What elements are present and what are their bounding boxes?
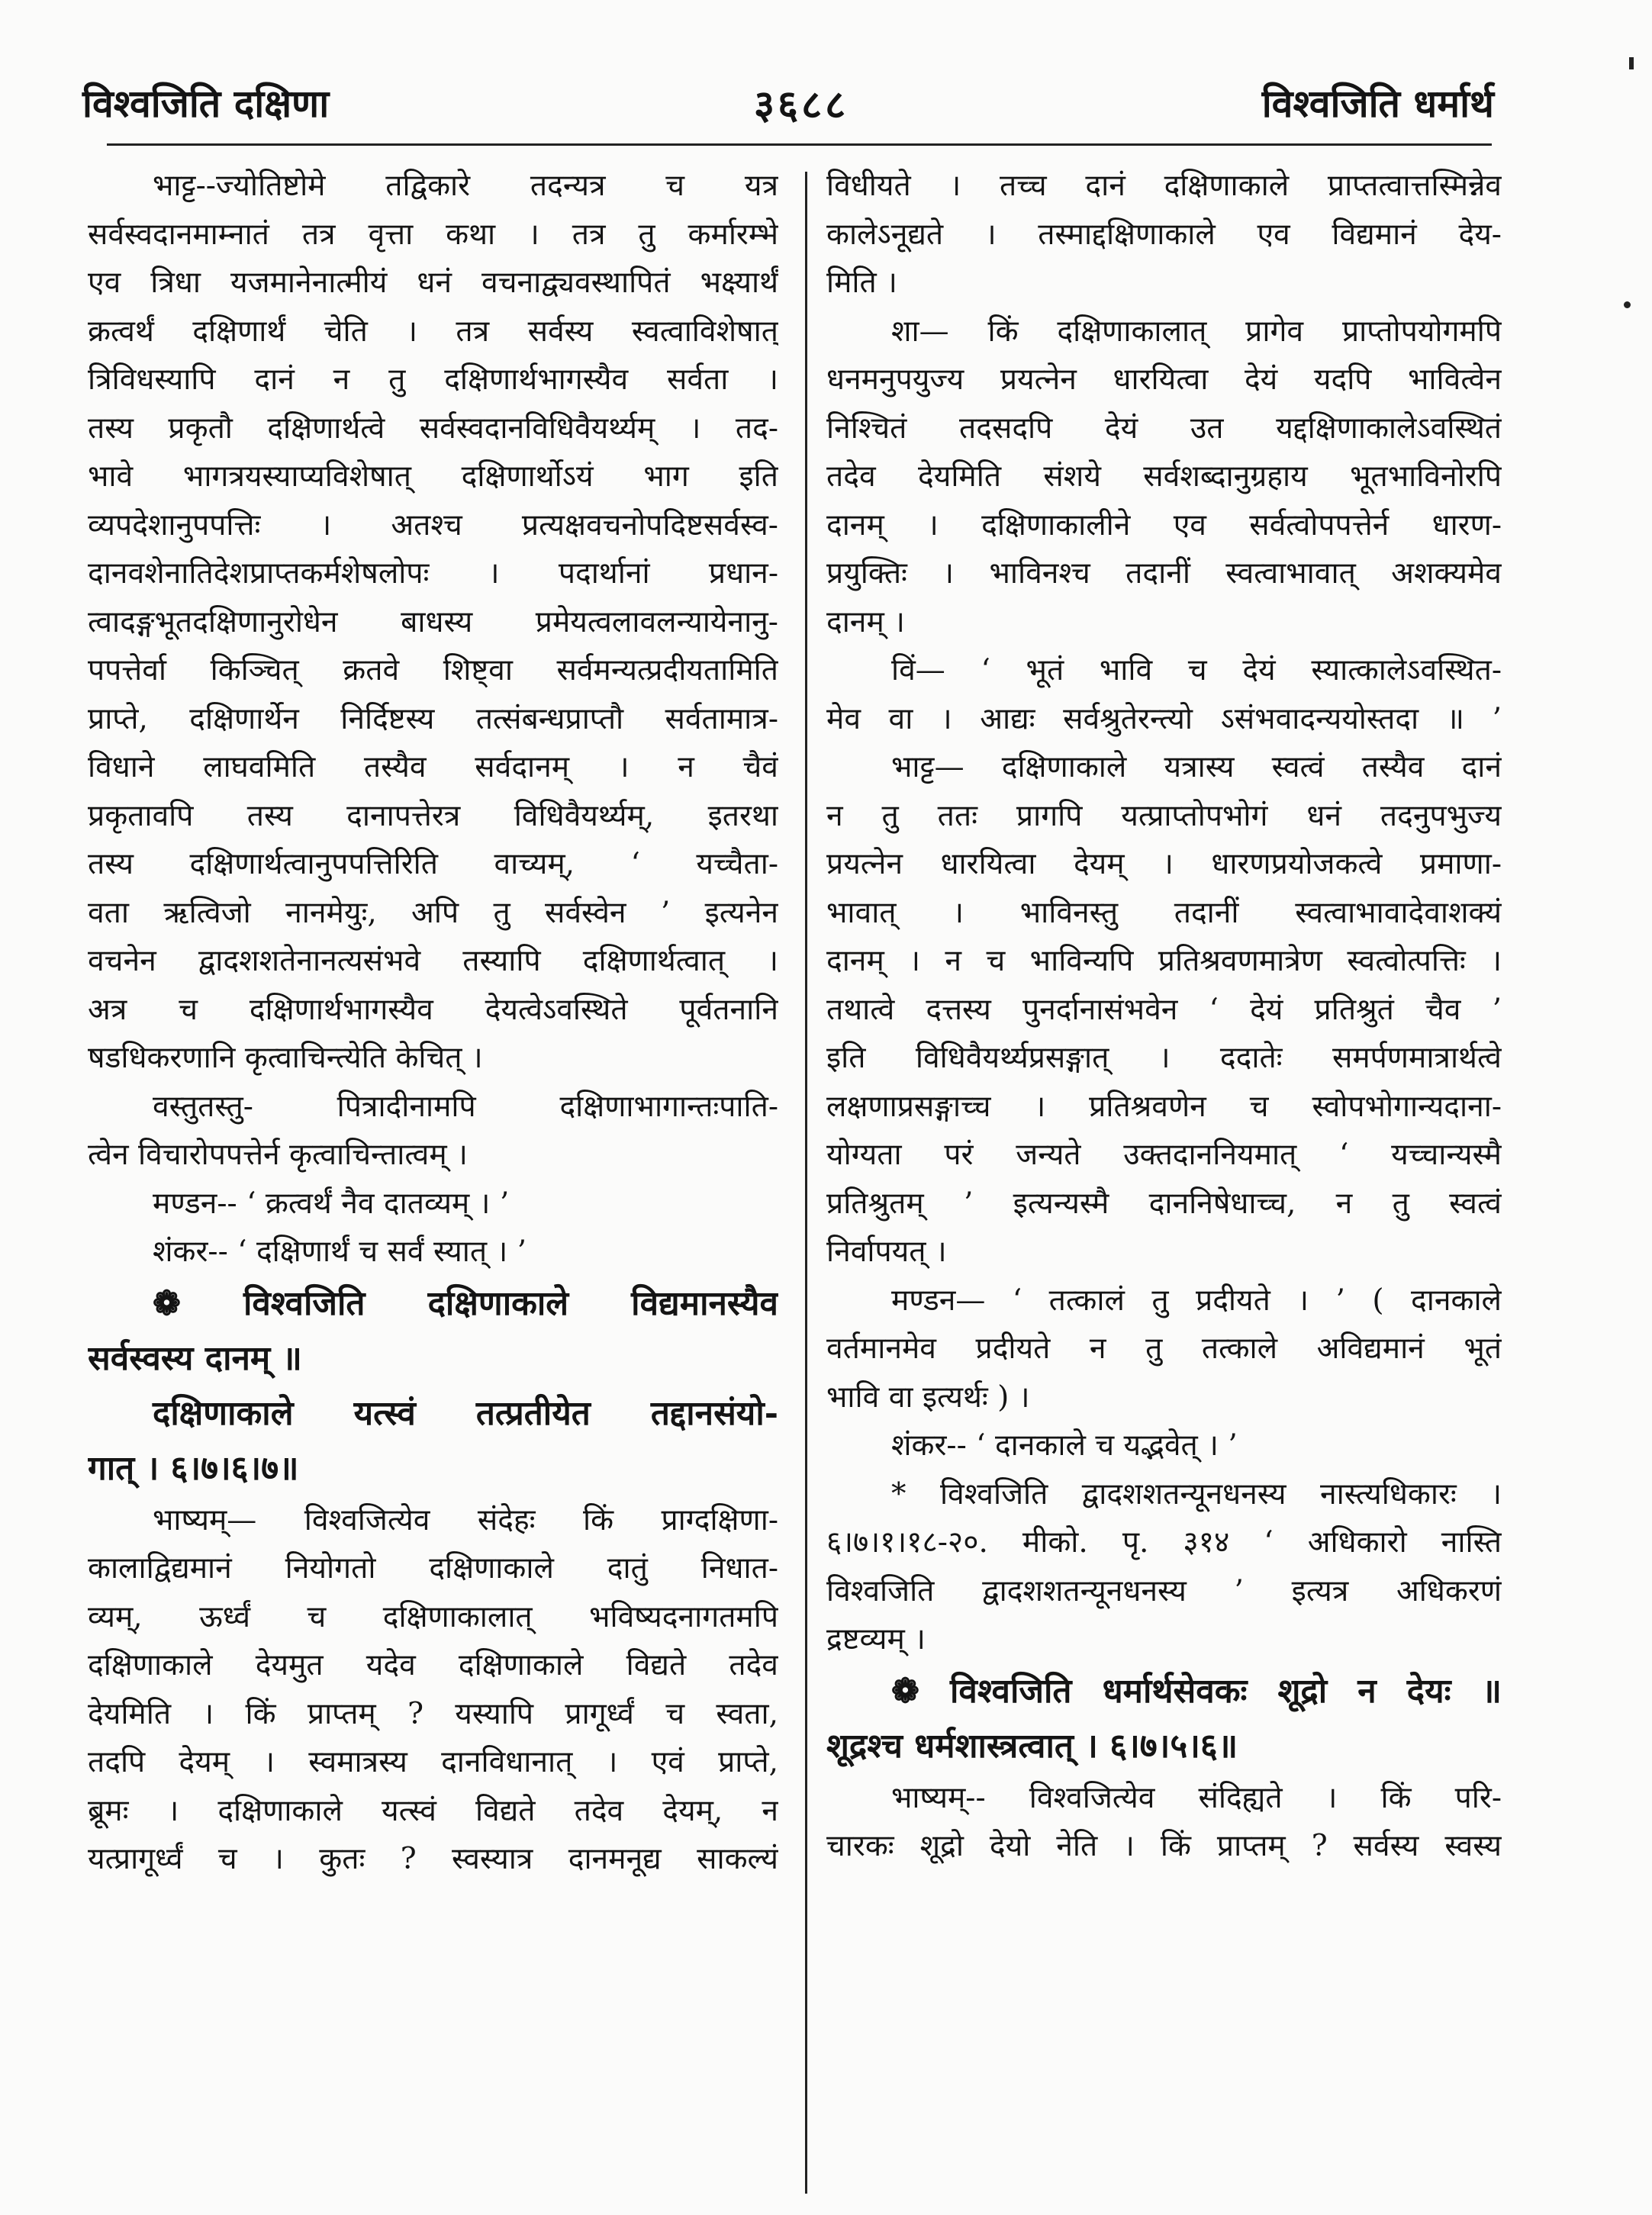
running-head-left: विश्वजिति दक्षिणा <box>82 82 330 126</box>
text-line: द्रष्टव्यम् । <box>826 1622 926 1656</box>
text-line: मण्डन-- ‘ क्रत्वर्थं नैव दातव्यम् । ’ <box>153 1186 510 1221</box>
right-column <box>826 162 1502 1871</box>
text-line: विश्वजिति द्वादशशतन्यूनधनस्य ’ इत्यत्र अधिकरणं <box>826 1573 1502 1608</box>
text-line: त्रिविधस्यापि दानं न तु दक्षिणार्थभागस्यैव सर्वता । <box>88 362 778 397</box>
left-column <box>88 162 778 1884</box>
text-line: व्यम्, ऊर्ध्वं च दक्षिणाकालात् भविष्यदनागतमपि <box>88 1599 778 1634</box>
text-line: कालाद्विद्यमानं नियोगतो दक्षिणाकाले दातुं निधात- <box>88 1551 778 1586</box>
running-head-right: विश्वजिति धर्मार्थ <box>1261 82 1494 126</box>
header-rule <box>107 143 1492 146</box>
text-line: प्राप्ते, दक्षिणार्थेन निर्दिष्टस्य तत्संबन्धप्राप्तौ सर्वतामात्र- <box>88 701 778 736</box>
text-line: प्रयत्नेन धारयित्वा देयम् । धारणप्रयोजकत्वे प्रमाणा- <box>826 847 1502 881</box>
text-line: निश्चितं तदसदपि देयं उत यद्दक्षिणाकालेऽवस्थितं <box>826 410 1502 446</box>
text-line: मेव वा । आद्यः सर्वश्रुतेरन्त्यो ऽसंभवादन्ययोस्तदा ॥ ’ <box>826 701 1502 736</box>
text-line: पपत्तेर्वा किञ्चित् क्रतवे शिष्ट्वा सर्वमन्यत्प्रदीयतामिति <box>88 653 778 687</box>
page-header <box>82 76 1494 137</box>
text-line: भाष्यम्-- विश्वजित्येव संदिह्यते । किं परि- <box>891 1780 1502 1815</box>
text-line: अत्र च दक्षिणार्थभागस्यैव देयत्वेऽवस्थिते पूर्वतनानि <box>88 992 778 1027</box>
text-line: देयमिति । किं प्राप्तम् ? यस्यापि प्रागूर्ध्वं च स्वता, <box>88 1696 778 1731</box>
text-line: शूद्रश्च धर्मशास्त्रत्वात् । ६।७।५।६॥ <box>826 1726 1238 1766</box>
text-line: वचनेन द्वादशशतेनानत्यसंभवे तस्यापि दक्षिणार्थत्वात् । <box>88 944 778 978</box>
text-line: लक्षणाप्रसङ्गाच्च । प्रतिश्रवणेन च स्वोपभोगान्यदाना- <box>826 1089 1502 1124</box>
text-line: वता ऋत्विजो नानमेयुः, अपि तु सर्वस्वेन ’ इत्यनेन <box>88 895 778 930</box>
text-line: प्रतिश्रुतम् ’ इत्यन्यस्मै दाननिषेधाच्च, न तु स्वत्वं <box>826 1186 1502 1221</box>
text-line: व्यपदेशानुपपत्तिः । अतश्च प्रत्यक्षवचनोपदिष्टसर्वस्व- <box>88 507 778 542</box>
text-line: शंकर-- ‘ दानकाले च यद्भवेत् । ’ <box>891 1428 1238 1463</box>
text-line: प्रयुक्तिः । भाविनश्च तदानीं स्वत्वाभावात् अशक्यमेव <box>826 556 1502 591</box>
text-line: वर्तमानमेव प्रदीयते न तु तत्काले अविद्यमानं भूतं <box>826 1331 1502 1366</box>
text-line: दक्षिणाकाले देयमुत यदेव दक्षिणाकाले विद्यते तदेव <box>88 1648 778 1682</box>
text-line: न तु ततः प्रागपि यत्प्राप्तोपभोगं धनं तदनुपभुज्य <box>826 798 1502 833</box>
text-line: भावे भागत्रयस्याप्यविशेषात् दक्षिणार्थोऽयं भाग इति <box>88 459 778 494</box>
text-line: प्रकृतावपि तस्य दानापत्तेरत्र विधिवैयर्थ्यम्, इतरथा <box>88 798 778 833</box>
text-line: ब्रूमः । दक्षिणाकाले यत्स्वं विद्यते तदेव देयम्, न <box>88 1793 778 1828</box>
text-line: दानम् । दक्षिणाकालीने एव सर्वत्वोपपत्तेर्न धारण- <box>826 507 1502 542</box>
text-line: शा— किं दक्षिणाकालात् प्रागेव प्राप्तोपयोगमपि <box>891 314 1502 349</box>
text-line: * विश्वजिति द्वादशशतन्यूनधनस्य नास्त्यधिकारः । <box>891 1476 1502 1512</box>
text-line: सर्वस्वदानमाम्नातं तत्र वृत्ता कथा । तत्र तु कर्मारम्भे <box>88 217 778 252</box>
text-line: भाट्ट— दक्षिणाकाले यत्रास्य स्वत्वं तस्यैव दानं <box>891 750 1502 784</box>
text-line: सर्वस्वस्य दानम् ॥ <box>88 1338 302 1378</box>
margin-mark <box>1629 57 1634 69</box>
text-line: मण्डन— ‘ तत्कालं तु प्रदीयते । ’ ( दानकाले <box>891 1283 1502 1318</box>
page-number: ३६८८ <box>754 82 849 128</box>
text-line: गात् । ६।७।६।७॥ <box>88 1448 299 1488</box>
text-line: भाष्यम्— विश्वजित्येव संदेहः किं प्राग्दक्षिणा- <box>153 1502 778 1537</box>
text-line: धनमनुपयुज्य प्रयत्नेन धारयित्वा देयं यदपि भावित्वेन <box>826 362 1502 397</box>
column-divider <box>805 172 807 2194</box>
text-line: त्वेन विचारोपपत्तेर्न कृत्वाचिन्तात्वम् । <box>88 1138 468 1172</box>
text-line: तथात्वे दत्तस्य पुनर्दानासंभवेन ‘ देयं प्रतिश्रुतं चैव ’ <box>826 992 1502 1027</box>
text-line: कालेऽनूद्यते । तस्माद्दक्षिणाकाले एव विद्यमानं देय- <box>826 217 1502 252</box>
text-line: योग्यता परं जन्यते उक्तदाननियमात् ‘ यच्चान्यस्मै <box>826 1138 1502 1172</box>
text-line: इति विधिवैयर्थ्यप्रसङ्गात् । ददातेः समर्पणमात्रार्थत्वे <box>826 1041 1502 1075</box>
text-line: दानवशेनातिदेशप्राप्तकर्मशेषलोपः । पदार्थानां प्रधान- <box>88 556 778 591</box>
text-line: ❁ विश्वजिति दक्षिणाकाले विद्यमानस्यैव <box>153 1283 778 1323</box>
text-line: षडधिकरणानि कृत्वाचिन्त्येति केचित् । <box>88 1041 483 1075</box>
text-line: ६।७।१।१८-२०. मीको. पृ. ३१४ ‘ अधिकारो नास्ति <box>826 1525 1502 1560</box>
text-line: मिति । <box>826 266 897 300</box>
text-line: शंकर-- ‘ दक्षिणार्थं च सर्वं स्यात् । ’ <box>153 1235 527 1269</box>
text-line: चारकः शूद्रो देयो नेति । किं प्राप्तम् ? सर्वस्य स्वस्य <box>826 1829 1502 1863</box>
text-line: भावि वा इत्यर्थः ) । <box>826 1380 1030 1415</box>
text-line: तस्य प्रकृतौ दक्षिणार्थत्वे सर्वस्वदानविधिवैयर्थ्यम् । तद- <box>88 410 778 446</box>
text-line: क्रत्वर्थं दक्षिणार्थं चेति । तत्र सर्वस्य स्वत्वाविशेषात् <box>88 314 778 349</box>
text-line: भावात् । भाविनस्तु तदानीं स्वत्वाभावादेवाशक्यं <box>826 895 1502 930</box>
text-line: विं— ‘ भूतं भावि च देयं स्यात्कालेऽवस्थित- <box>891 653 1502 687</box>
text-line: ❁ विश्वजिति धर्मार्थसेवकः शूद्रो न देयः ॥ <box>891 1671 1502 1711</box>
text-line: विधाने लाघवमिति तस्यैव सर्वदानम् । न चैवं <box>88 750 778 784</box>
text-line: तस्य दक्षिणार्थत्वानुपपत्तिरिति वाच्यम्, ‘ यच्चैता- <box>88 847 778 881</box>
text-line: दक्षिणाकाले यत्स्वं तत्प्रतीयेत तद्दानसंयो- <box>153 1393 778 1433</box>
text-line: निर्वापयत् । <box>826 1235 947 1269</box>
text-line: एव त्रिधा यजमानेनात्मीयं धनं वचनाद्व्यवस्थापितं भक्ष्यार्थं <box>88 266 778 300</box>
text-line: यत्प्रागूर्ध्वं च । कुतः ? स्वस्यात्र दानमनूद्य साकल्यं <box>88 1842 778 1876</box>
text-line: दानम् । न च भाविन्यपि प्रतिश्रवणमात्रेण स्वत्वोत्पत्तिः । <box>826 944 1502 978</box>
text-line: विधीयते । तच्च दानं दक्षिणाकाले प्राप्तत्वात्तस्मिन्नेव <box>826 169 1502 203</box>
text-line: त्वादङ्गभूतदक्षिणानुरोधेन बाधस्य प्रमेयत्वलावलन्यायेनानु- <box>88 604 778 639</box>
text-line: दानम् । <box>826 604 905 639</box>
text-line: तदपि देयम् । स्वमात्रस्य दानविधानात् । एवं प्राप्ते, <box>88 1745 778 1779</box>
text-line: वस्तुतस्तु- पित्रादीनामपि दक्षिणाभागान्तःपाति- <box>153 1089 778 1124</box>
text-line: तदेव देयमिति संशये सर्वशब्दानुग्रहाय भूतभाविनोरपि <box>826 459 1502 494</box>
margin-dot <box>1624 301 1631 308</box>
text-line: भाट्ट--ज्योतिष्टोमे तद्विकारे तदन्यत्र च यत्र <box>153 169 778 203</box>
